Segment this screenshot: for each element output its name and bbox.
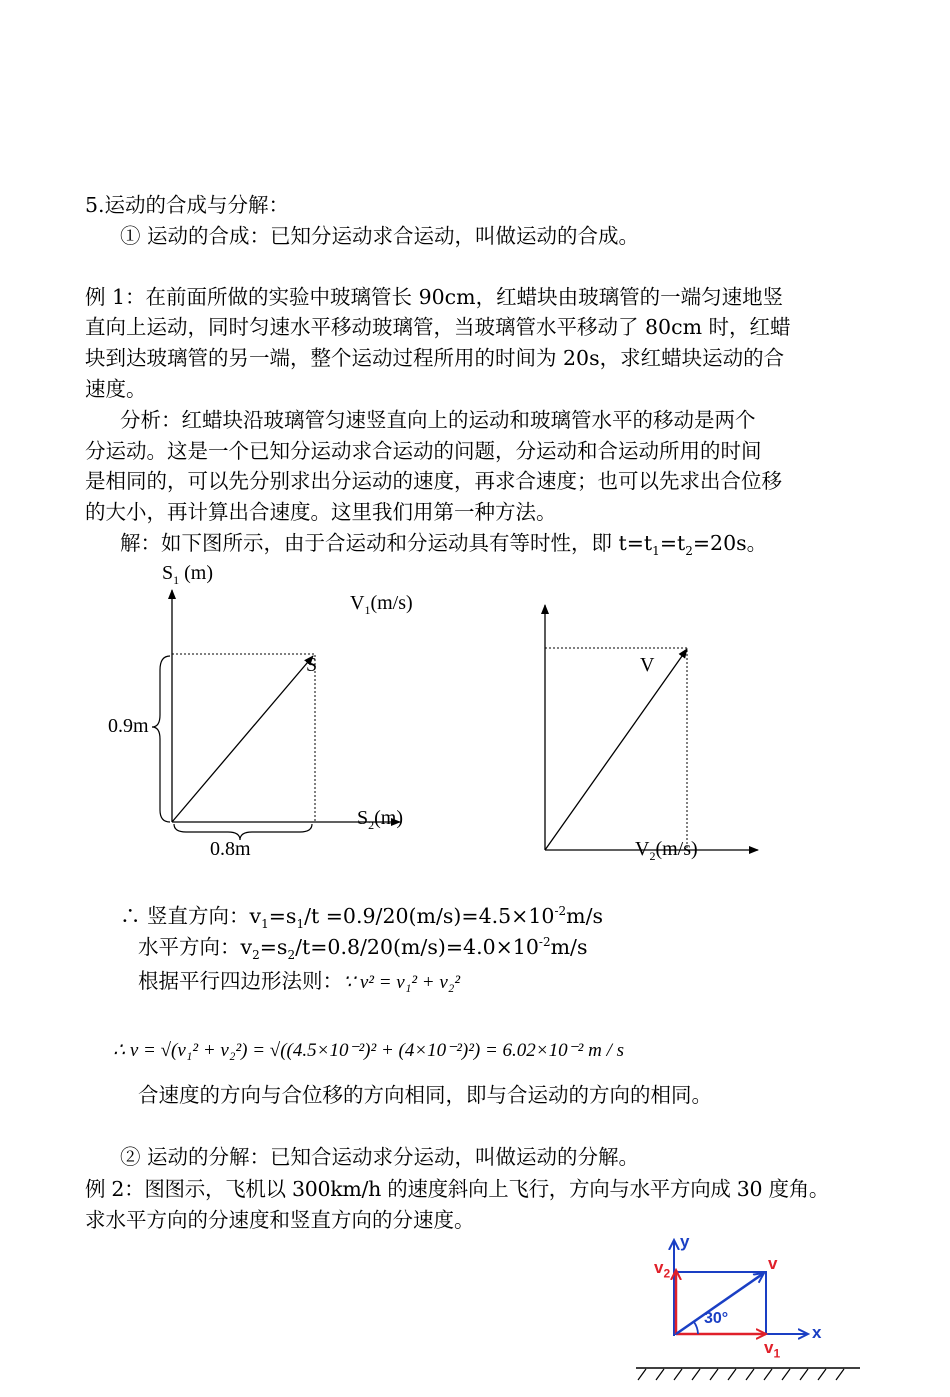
example1-line-3: 块到达玻璃管的另一端，整个运动过程所用的时间为 20s，求红蜡块运动的合 — [85, 346, 785, 370]
angle-label: 30° — [704, 1310, 729, 1327]
v2-label: $v_2$ — [654, 1258, 671, 1281]
v2-axis-label: $V_2(m/s)$ — [635, 838, 698, 863]
decomposition-definition: ② 运动的分解：已知合运动求分运动，叫做运动的分解。 — [120, 1145, 640, 1169]
result-formula: ∴ v = √(v₁² + v₂²) = √((4.5×10⁻²)² + (4×10⁻²)²) = 6.02×10⁻² m / s — [113, 1040, 624, 1061]
diagram1-graphics — [152, 590, 400, 840]
v-vector-label: V — [640, 654, 655, 676]
angle-arc — [694, 1322, 698, 1334]
diagram2-graphics — [545, 605, 758, 850]
y-axis-label: y — [680, 1232, 690, 1251]
example2-line-1: 例 2：图图示，飞机以 300km/h 的速度斜向上飞行，方向与水平方向成 30 度角。 — [85, 1177, 830, 1201]
width-label: 0.8m — [210, 838, 251, 860]
analysis-line-4: 的大小，再计算出合速度。这里我们用第一种方法。 — [85, 500, 557, 524]
section-heading: 5.运动的合成与分解： — [85, 193, 290, 217]
example1-line-1: 例 1：在前面所做的实验中玻璃管长 90cm，红蜡块由玻璃管的一端匀速地竖 — [85, 285, 784, 309]
analysis-line-1: 分析：红蜡块沿玻璃管匀速竖直向上的运动和玻璃管水平的移动是两个 — [120, 408, 756, 432]
displacement-vector — [172, 656, 313, 822]
horizontal-velocity-line: 水平方向：$v_2=s_2/t=0.8/20(m/s)=4.0\times 10^{-2}m/s$ — [138, 934, 588, 962]
example2-line-2: 求水平方向的分速度和竖直方向的分速度。 — [85, 1208, 475, 1232]
s1-axis-label: $S_1$ (m) — [162, 562, 214, 587]
analysis-line-2: 分运动。这是一个已知分运动求合运动的问题，分运动和合运动所用的时间 — [85, 439, 762, 463]
velocity-vector — [545, 649, 687, 850]
example1-line-4: 速度。 — [85, 377, 147, 401]
height-brace — [152, 656, 170, 822]
v1-label: $v_1$ — [764, 1338, 781, 1361]
v-label: v — [768, 1254, 778, 1273]
ground-hatch — [638, 1369, 844, 1380]
direction-note: 合速度的方向与合位移的方向相同，即与合运动的方向的相同。 — [138, 1083, 712, 1107]
analysis-line-3: 是相同的，可以先分别求出分运动的速度，再求合速度；也可以先求出合位移 — [85, 469, 782, 493]
example1-line-2: 直向上运动，同时匀速水平移动玻璃管，当玻璃管水平移动了 80cm 时，红蜡 — [85, 315, 791, 339]
vertical-velocity-line: ∴ 竖直方向：$v_1=s_1/t =0.9/20(m/s)=4.5\times 10^{-2}m/s$ — [120, 903, 604, 931]
height-label: 0.9m — [108, 715, 149, 737]
parallelogram-rule-line: 根据平行四边形法则：∵ v² = v₁² + v₂² — [138, 969, 461, 993]
v1-axis-label: $V_1(m/s)$ — [350, 592, 413, 617]
synthesis-definition: ① 运动的合成：已知分运动求合运动，叫做运动的合成。 — [120, 224, 640, 248]
pythagorean-formula: ∵ v² = v₁² + v₂² — [343, 972, 461, 993]
s2-axis-label: $S_2(m)$ — [357, 807, 404, 832]
x-axis-label: x — [812, 1323, 822, 1342]
s-point-label: S — [306, 654, 318, 676]
solution-line: 解：如下图所示，由于合运动和分运动具有等时性，即 $t=t_1=t_2=20s$。 — [120, 531, 768, 559]
